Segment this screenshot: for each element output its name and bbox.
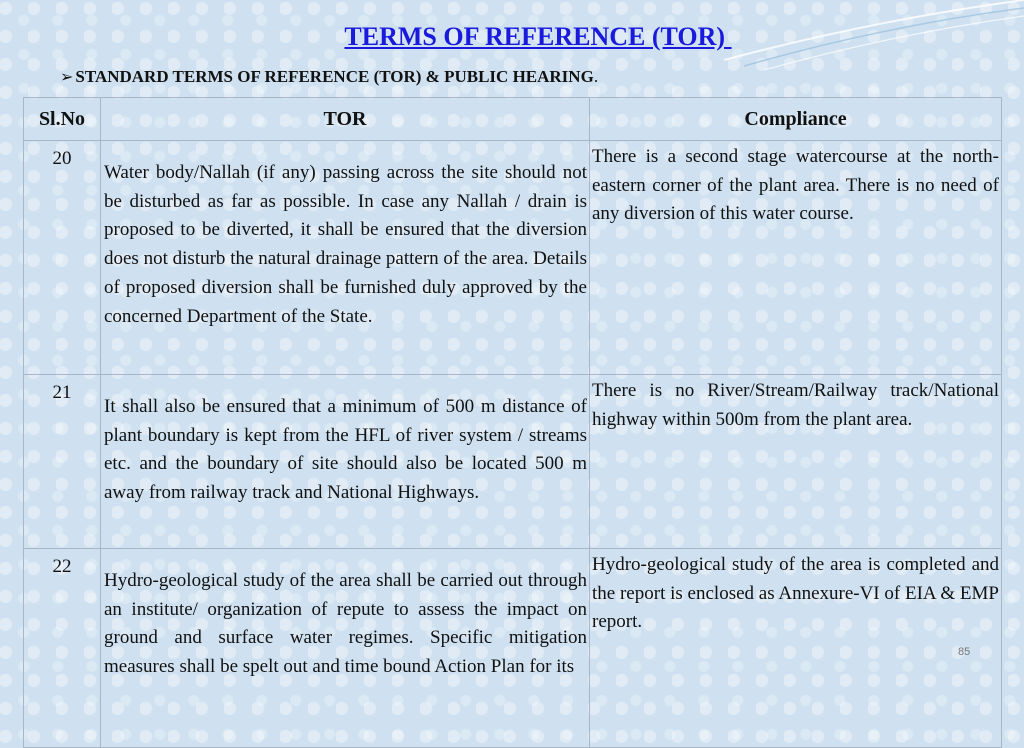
cell-compliance: There is no River/Stream/Railway track/National highway within 500m from the plant area. xyxy=(590,375,1002,549)
subtitle-text: STANDARD TERMS OF REFERENCE (TOR) & PUBLIC HEARING xyxy=(75,67,594,86)
cell-compliance: There is a second stage watercourse at the north-eastern corner of the plant area. There is no need of any diversion of this water course. xyxy=(590,141,1002,375)
header-compliance: Compliance xyxy=(590,98,1002,141)
subtitle-end: . xyxy=(593,67,599,86)
table-row xyxy=(24,375,1002,549)
table-header-row xyxy=(24,98,1002,141)
cell-compliance: Hydro-geological study of the area is completed and the report is enclosed as Annexure-VI of EIA & EMP report. xyxy=(590,549,1002,748)
table-row xyxy=(24,549,1002,748)
page-title: TERMS OF REFERENCE (TOR) xyxy=(344,22,732,51)
header-tor: TOR xyxy=(101,98,590,141)
table-row xyxy=(24,141,1002,375)
cell-slno: 21 xyxy=(24,375,101,549)
cell-slno: 20 xyxy=(24,141,101,375)
header-slno: Sl.No xyxy=(24,98,101,141)
cell-tor: Water body/Nallah (if any) passing across the site should not be disturbed as far as possible. In case any Nallah / drain is proposed to be diverted, it shall be ensured that the diversion does not disturb the natural drainage pattern of the area. Details of proposed diversion shall be furnished duly approved by the concerned Department of the State. xyxy=(101,141,590,375)
arrow-bullet-icon: ➢ xyxy=(60,69,74,86)
cell-slno: 22 xyxy=(24,549,101,748)
section-subtitle xyxy=(60,67,598,87)
page-number: 85 xyxy=(958,646,971,658)
cell-tor: Hydro-geological study of the area shall be carried out through an institute/ organization of repute to assess the impact on ground and surface water regimes. Specific mitigation measures shall be spelt out and time bound Action Plan for its xyxy=(101,549,590,748)
cell-tor: It shall also be ensured that a minimum of 500 m distance of plant boundary is kept from the HFL of river system / streams etc. and the boundary of site should also be located 500 m away from railway track and National Highways. xyxy=(101,375,590,549)
tor-table xyxy=(23,97,1002,748)
